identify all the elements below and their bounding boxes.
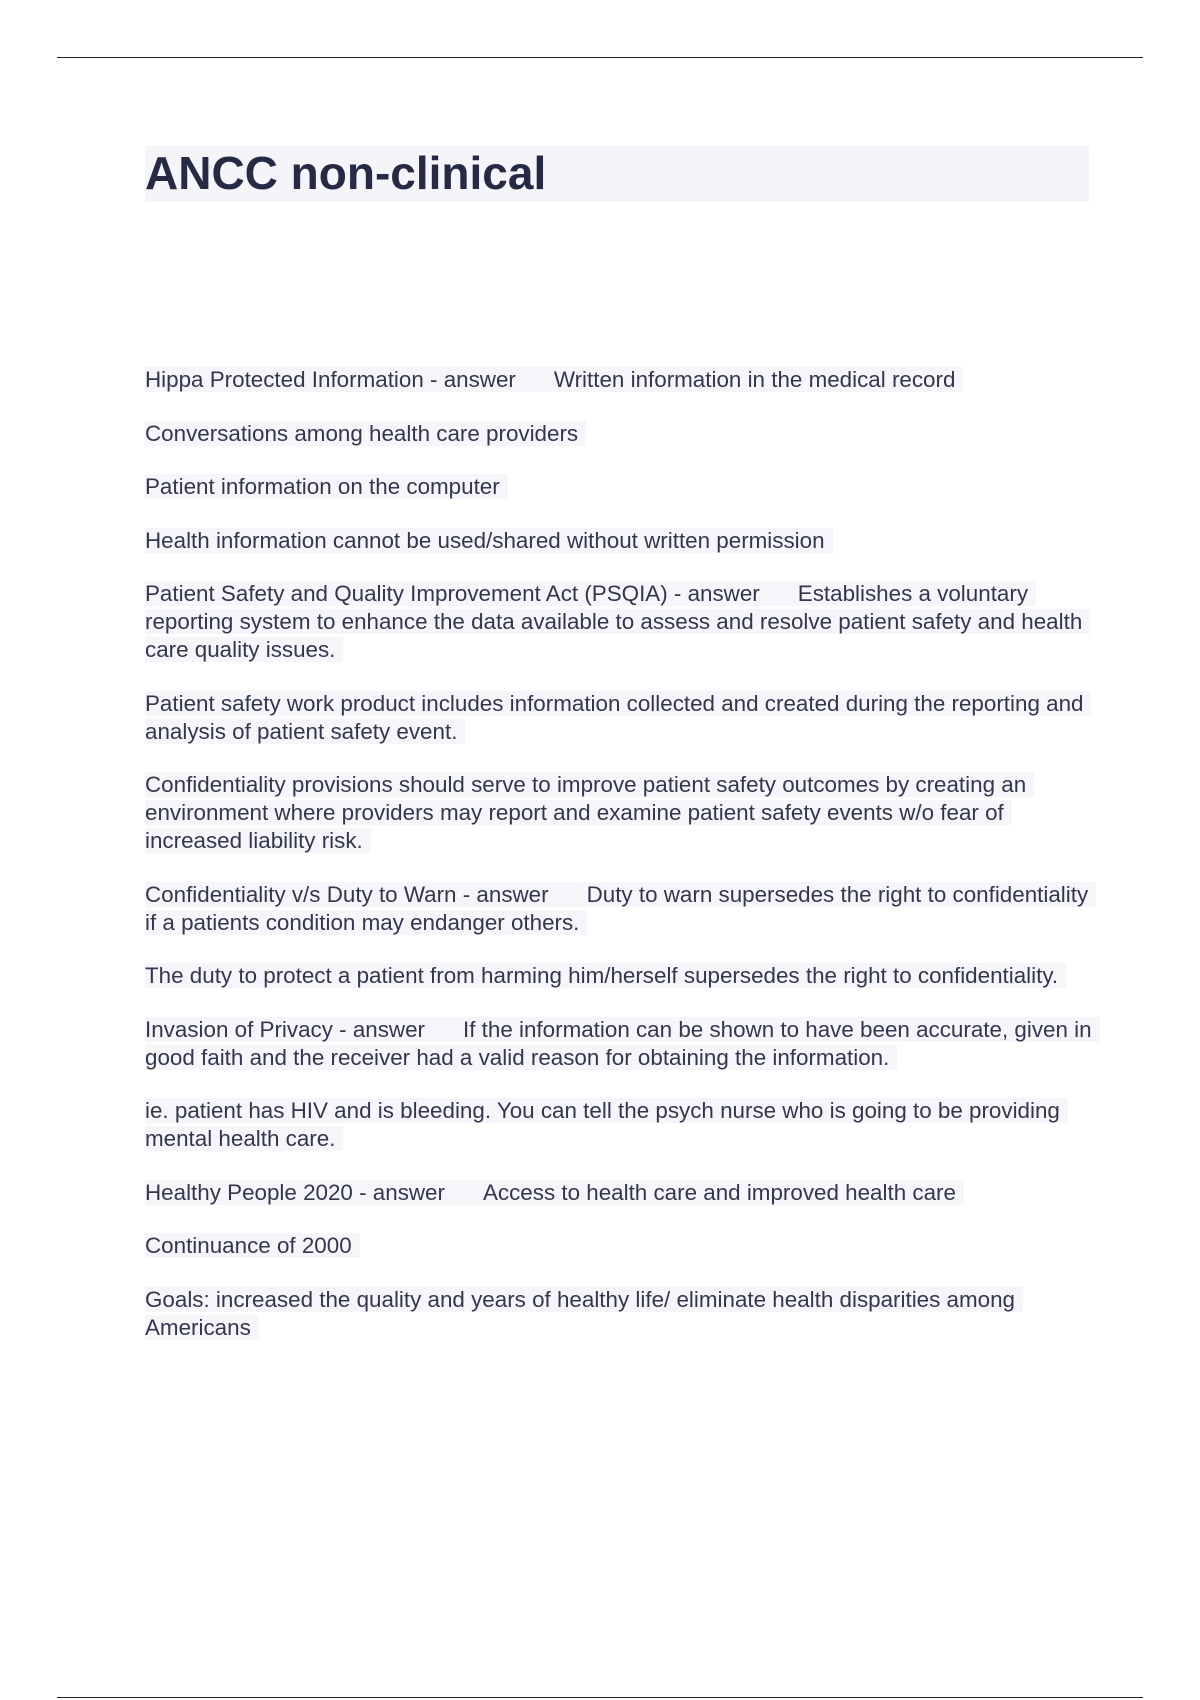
detail-text: Goals: increased the quality and years of healthy life/ eliminate health disparities among Americans: [145, 1287, 1023, 1340]
qa-entry: [145, 1016, 1095, 1072]
answer-separator: - answer: [332, 1016, 425, 1042]
detail-text: Patient information on the computer: [145, 474, 508, 499]
qa-entry: [145, 366, 1095, 394]
detail-text: The duty to protect a patient from harming him/herself supersedes the right to confidentiality.: [145, 963, 1066, 988]
detail-paragraph: [145, 1286, 1095, 1342]
detail-text: Health information cannot be used/shared without written permission: [145, 528, 833, 553]
detail-paragraph: [145, 527, 1095, 555]
detail-paragraph: [145, 1097, 1095, 1153]
detail-text: Continuance of 2000: [145, 1233, 360, 1258]
entry-term: Healthy People 2020: [145, 1179, 353, 1205]
answer-separator: - answer: [423, 367, 516, 392]
entry-term: Invasion of Privacy: [145, 1016, 333, 1042]
detail-text: Confidentiality provisions should serve to improve patient safety outcomes by creating an environment where providers may report and examine patient safety events w/o fear of increased liability risk.: [145, 772, 1034, 853]
answer-separator: - answer: [352, 1179, 445, 1205]
detail-paragraph: [145, 771, 1095, 855]
detail-paragraph: [145, 420, 1095, 448]
detail-text: ie. patient has HIV and is bleeding. You can tell the psych nurse who is going to be providing mental health care.: [145, 1098, 1068, 1151]
entry-answer: If the information can be shown to have been accurate, given in good faith and the receiver had a valid reason for obtaining the information.: [145, 1016, 1092, 1070]
detail-paragraph: [145, 473, 1095, 501]
answer-separator: - answer: [667, 581, 760, 606]
entry-term: Patient Safety and Quality Improvement Act (PSQIA): [145, 581, 668, 606]
entry-answer: Establishes a voluntary reporting system to enhance the data available to assess and resolve patient safety and health care quality issues.: [145, 581, 1083, 662]
qa-entry: [145, 1179, 1095, 1207]
header-rule: [57, 57, 1143, 58]
answer-separator: - answer: [456, 881, 549, 907]
detail-text: Patient safety work product includes information collected and created during the reporting and analysis of patient safety event.: [145, 691, 1091, 744]
entry-term: Confidentiality v/s Duty to Warn: [145, 881, 457, 907]
qa-entry: [145, 580, 1095, 664]
detail-text: Conversations among health care providers: [145, 421, 586, 446]
document-title: ANCC non-clinical: [145, 147, 547, 199]
entry-answer: Duty to warn supersedes the right to confidentiality if a patients condition may endanger others.: [145, 881, 1089, 935]
detail-paragraph: [145, 962, 1095, 990]
entry-term: Hippa Protected Information: [145, 367, 424, 392]
entry-answer: Access to health care and improved health care: [482, 1179, 956, 1205]
entry-answer: Written information in the medical record: [553, 367, 956, 392]
qa-entry: [145, 881, 1095, 937]
detail-paragraph: [145, 690, 1095, 746]
document-body: [145, 366, 1095, 1367]
footer-rule: [57, 1697, 1143, 1698]
detail-paragraph: [145, 1232, 1095, 1260]
